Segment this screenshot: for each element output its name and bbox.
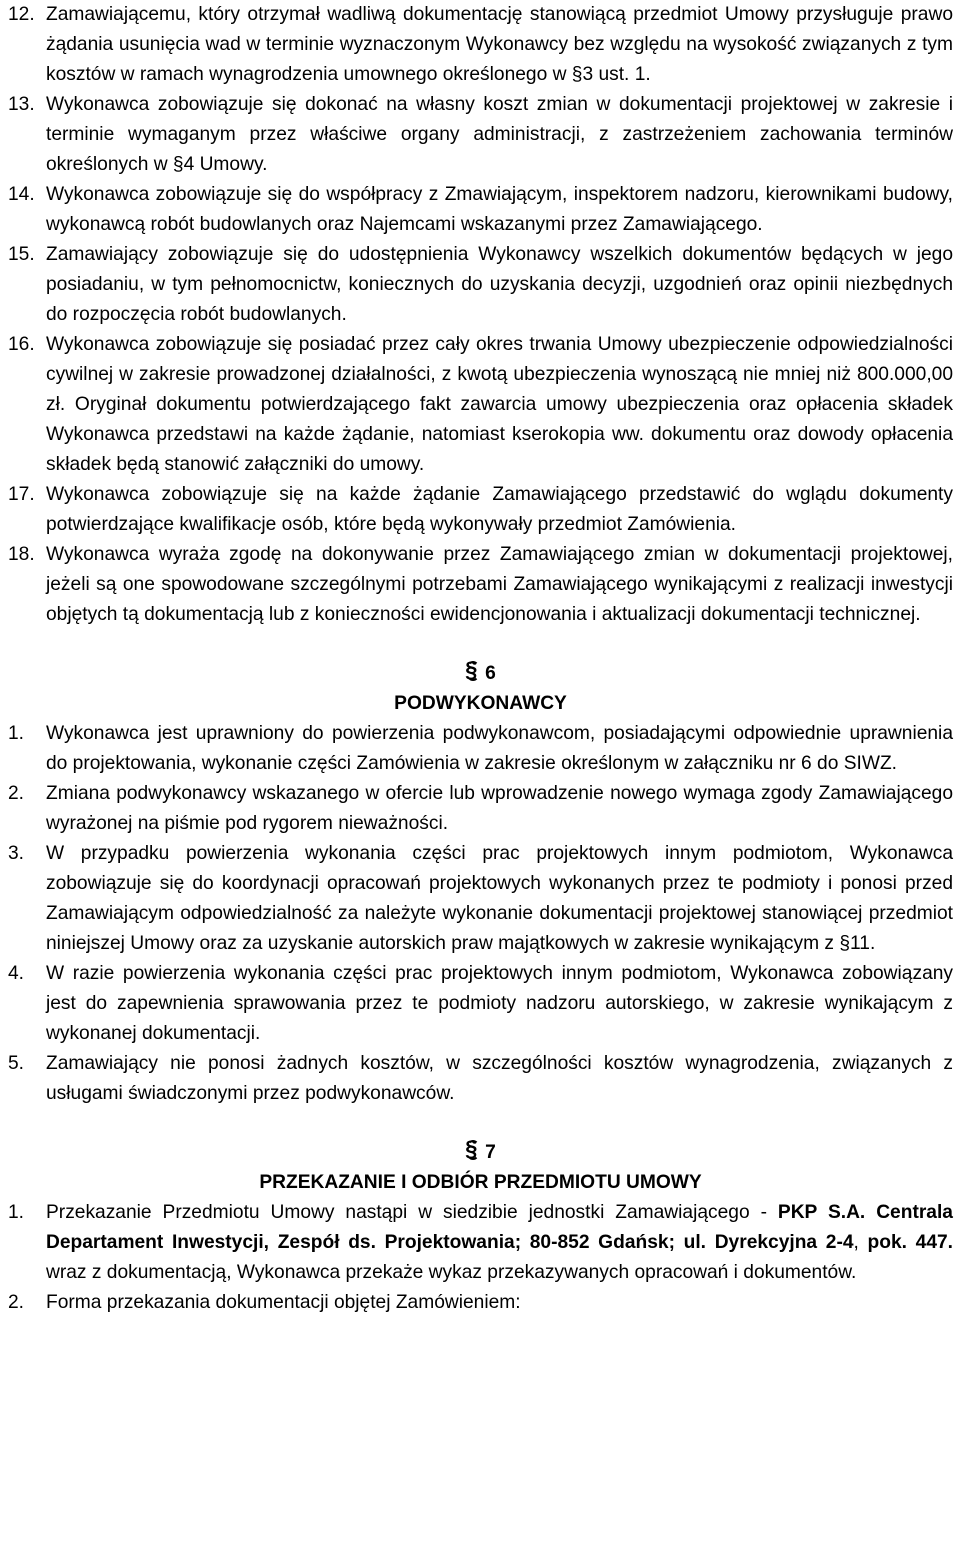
clause-14 (8, 180, 953, 240)
section-sign-icon (465, 1140, 479, 1160)
s6-clause-3 (8, 839, 953, 959)
spacer (8, 630, 953, 659)
clause-text (46, 1198, 953, 1288)
section-number: 6 (485, 663, 496, 684)
clause-text-part: , (853, 1232, 868, 1253)
clause-text: Forma przekazania dokumentacji objętej Zamówieniem: (46, 1292, 521, 1313)
clause-18 (8, 540, 953, 630)
s7-clause-2 (8, 1288, 953, 1318)
section-7-number (8, 1138, 953, 1168)
section-6-number (8, 659, 953, 689)
clause-text: Zamawiający nie ponosi żadnych kosztów, w szczególności kosztów wynagrodzenia, związanych z usługami świadczonymi przez podwykonawców. (46, 1053, 953, 1104)
clause-15 (8, 240, 953, 330)
clause-number: 1. (8, 723, 25, 744)
clause-number: 17. (8, 484, 35, 505)
clause-number: 2. (8, 1292, 25, 1313)
s6-clause-5 (8, 1049, 953, 1109)
clause-number: 14. (8, 184, 35, 205)
address-bold: PKP S.A. Centrala Departament Inwestycji, Zespół ds. Projektowania; 80-852 Gdańsk; ul. Dyrekcyjna 2-4 (46, 1202, 953, 1253)
clause-number: 12. (8, 4, 35, 25)
clause-number: 4. (8, 963, 25, 984)
s6-clause-2 (8, 779, 953, 839)
clause-text: Zmiana podwykonawcy wskazanego w ofercie lub wprowadzenie nowego wymaga zgody Zamawiającego wyrażonej na piśmie pod rygorem nieważności. (46, 783, 953, 834)
clause-text: Wykonawca zobowiązuje się do współpracy z Zmawiającym, inspektorem nadzoru, kierownikami budowy, wykonawcą robót budowlanych oraz Najemcami wskazanymi przez Zamawiającego. (46, 184, 953, 235)
clause-12 (8, 0, 953, 90)
clause-number: 18. (8, 544, 35, 565)
clause-16 (8, 330, 953, 480)
room-bold: pok. 447. (867, 1232, 953, 1253)
section-7-title: PRZEKAZANIE I ODBIÓR PRZEDMIOTU UMOWY (259, 1172, 702, 1193)
clause-text-part: wraz z dokumentacją, Wykonawca przekaże wykaz przekazywanych opracowań i dokumentów. (46, 1262, 857, 1283)
clause-13 (8, 90, 953, 180)
s7-clause-1 (8, 1198, 953, 1288)
clause-text: Wykonawca wyraża zgodę na dokonywanie przez Zamawiającego zmian w dokumentacji projektowej, jeżeli są one spowodowane szczególnymi potrzebami Zamawiającego wynikającymi z realizacji inwestycji objętych tą dokumentacją lub z konieczności ewidencjonowania i aktualizacji dokumentacji technicznej. (46, 544, 953, 625)
clause-text: W przypadku powierzenia wykonania części prac projektowych innym podmiotom, Wykonawca zobowiązuje się do koordynacji opracowań projektowych wykonanych przez te podmioty i ponosi przed Zamawiającym odpowiedzialność za należyte wykonanie dokumentacji projektowej stanowiącej przedmiot niniejszej Umowy oraz za uzyskanie autorskich praw majątkowych w zakresie wynikającym z §11. (46, 843, 953, 954)
section-number: 7 (485, 1142, 496, 1163)
spacer (8, 1109, 953, 1138)
clause-text: Wykonawca zobowiązuje się na każde żądanie Zamawiającego przedstawić do wglądu dokumenty potwierdzające kwalifikacje osób, które będą wykonywały przedmiot Zamówienia. (46, 484, 953, 535)
clause-text: Zamawiający zobowiązuje się do udostępnienia Wykonawcy wszelkich dokumentów będących w jego posiadaniu, w tym pełnomocnictw, koniecznych do uzyskania decyzji, uzgodnień oraz opinii niezbędnych do rozpoczęcia robót budowlanych. (46, 244, 953, 325)
section-6-title: PODWYKONAWCY (394, 693, 567, 714)
clause-text: Wykonawca zobowiązuje się posiadać przez cały okres trwania Umowy ubezpieczenie odpowiedzialności cywilnej w zakresie prowadzonej działalności, z kwotą ubezpieczenia wynoszącą nie mniej niż 800.000,00 zł. Oryginał dokumentu potwierdzającego fakt zawarcia umowy ubezpieczenia oraz opłacenia składek Wykonawca przedstawi na każde żądanie, natomiast kserokopia ww. dokumentu oraz dowody opłacenia składek będą stanowić załączniki do umowy. (46, 334, 953, 475)
clause-number: 5. (8, 1053, 25, 1074)
clause-number: 1. (8, 1202, 25, 1223)
clause-number: 3. (8, 843, 25, 864)
clause-number: 15. (8, 244, 35, 265)
clause-text: W razie powierzenia wykonania części prac projektowych innym podmiotom, Wykonawca zobowiązany jest do zapewnienia sprawowania przez te podmioty nadzoru autorskiego, w zakresie wynikającym z wykonanej dokumentacji. (46, 963, 953, 1044)
clause-number: 16. (8, 334, 35, 355)
clause-text: Wykonawca jest uprawniony do powierzenia podwykonawcom, posiadającymi odpowiednie uprawnienia do projektowania, wykonanie części Zamówienia w zakresie określonym w załączniku nr 6 do SIWZ. (46, 723, 953, 774)
clause-number: 13. (8, 94, 35, 115)
clause-text: Zamawiającemu, który otrzymał wadliwą dokumentację stanowiącą przedmiot Umowy przysługuje prawo żądania usunięcia wad w terminie wyznaczonym Wykonawcy bez względu na wysokość związanych z tym kosztów w ramach wynagrodzenia umownego określonego w §3 ust. 1. (46, 4, 953, 85)
clause-17 (8, 480, 953, 540)
clause-text-part: Przekazanie Przedmiotu Umowy nastąpi w siedzibie jednostki Zamawiającego - (46, 1202, 778, 1223)
s6-clause-4 (8, 959, 953, 1049)
section-sign-icon (465, 661, 479, 681)
clause-number: 2. (8, 783, 25, 804)
s6-clause-1 (8, 719, 953, 779)
clause-text: Wykonawca zobowiązuje się dokonać na własny koszt zmian w dokumentacji projektowej w zakresie i terminie wymaganym przez właściwe organy administracji, z zastrzeżeniem zachowania terminów określonych w §4 Umowy. (46, 94, 953, 175)
